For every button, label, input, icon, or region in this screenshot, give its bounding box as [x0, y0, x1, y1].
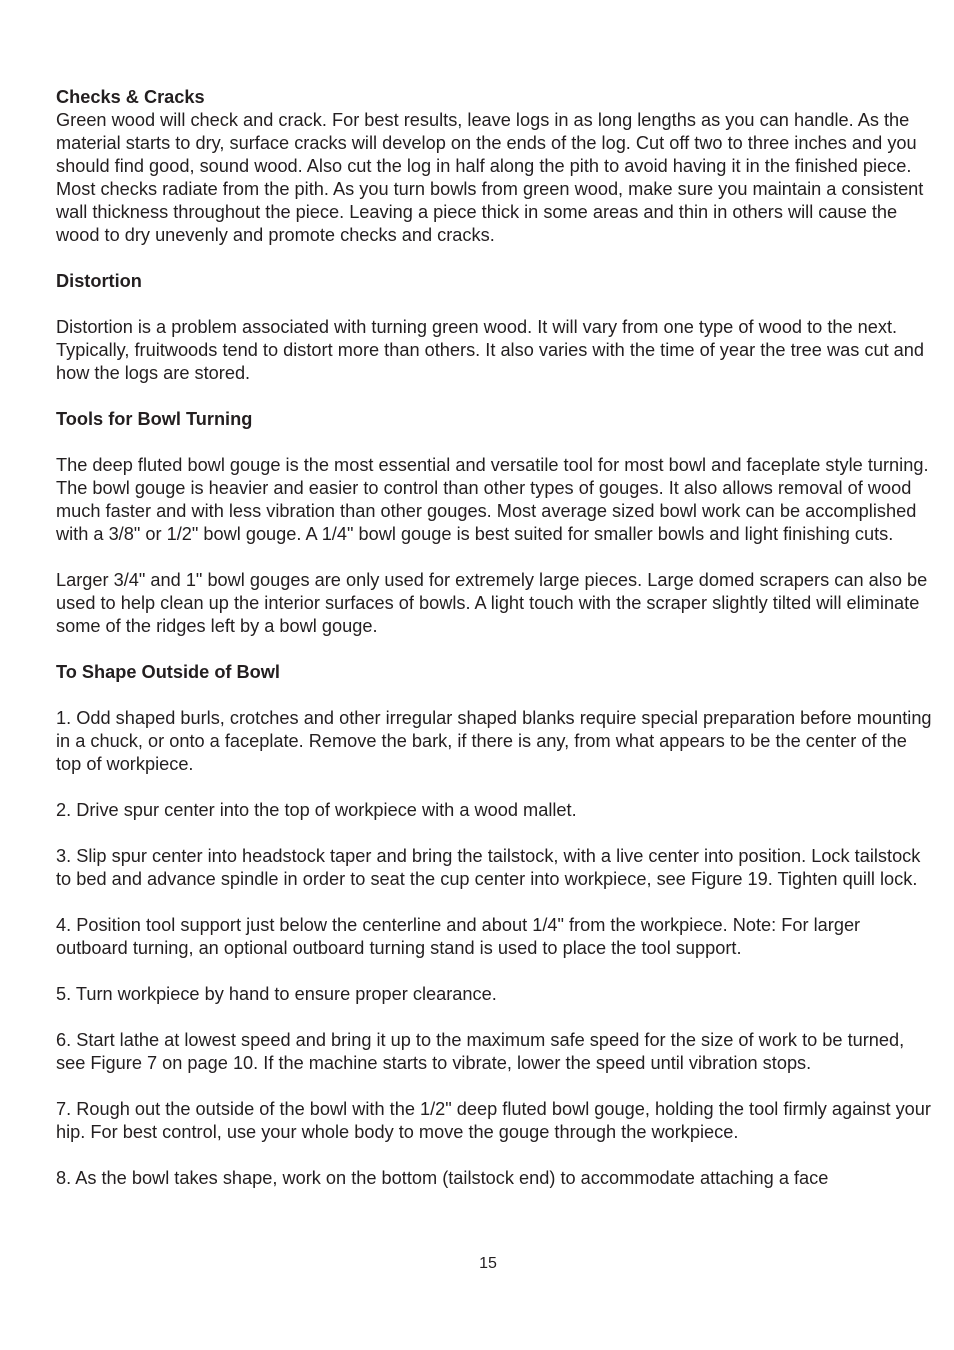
- section-heading-distortion: Distortion: [56, 271, 142, 291]
- paragraph-tools-1: The deep fluted bowl gouge is the most essential and versatile tool for most bowl and faceplate style turning. The bowl gouge is heavier and easier to control than other types of gouges. It also allows removal of wood much faster and with less vibration than other gouges. Most average sized bowl work can be accomplished with a 3/8" or 1/2" bowl gouge. A 1/4" bowl gouge is best suited for smaller bowls and light finishing cuts.: [56, 455, 929, 544]
- step-4: 4. Position tool support just below the centerline and about 1/4" from the workpiece. Note: For larger outboard turning, an optional outboard turning stand is used to place the tool support.: [56, 915, 861, 958]
- paragraph-tools-2: Larger 3/4" and 1" bowl gouges are only used for extremely large pieces. Large domed scrapers can also be used to help clean up the interior surfaces of bowls. A light touch with the scraper slightly tilted will eliminate some of the ridges left by a bowl gouge.: [56, 570, 928, 636]
- paragraph-checks-cracks: Green wood will check and crack. For best results, leave logs in as long lengths as you can handle. As the material starts to dry, surface cracks will develop on the ends of the log. Cut off two to three inches and you should find good, sound wood. Also cut the log in half along the pith to avoid having it in the finished piece. Most checks radiate from the pith. As you turn bowls from green wood, make sure you maintain a consistent wall thickness throughout the piece. Leaving a piece thick in some areas and thin in others will cause the wood to dry unevenly and promote checks and cracks.: [56, 110, 924, 245]
- step-6: 6. Start lathe at lowest speed and bring it up to the maximum safe speed for the size of work to be turned, see Figure 7 on page 10. If the machine starts to vibrate, lower the speed until vibration stops.: [56, 1030, 905, 1073]
- manual-page-content: [56, 86, 936, 1190]
- page-number: 15: [479, 1255, 497, 1272]
- section-heading-checks-cracks: Checks & Cracks: [56, 87, 205, 107]
- step-7: 7. Rough out the outside of the bowl with the 1/2" deep fluted bowl gouge, holding the tool firmly against your hip. For best control, use your whole body to move the gouge through the workpiece.: [56, 1099, 931, 1142]
- step-1: 1. Odd shaped burls, crotches and other irregular shaped blanks require special preparation before mounting in a chuck, or onto a faceplate. Remove the bark, if there is any, from what appears to be the center of the top of workpiece.: [56, 708, 932, 774]
- step-3: 3. Slip spur center into headstock taper and bring the tailstock, with a live center into position. Lock tailstock to bed and advance spindle in order to seat the cup center into workpiece, see Figure 19. Tighten quill lock.: [56, 846, 921, 889]
- step-8: 8. As the bowl takes shape, work on the bottom (tailstock end) to accommodate attaching a face: [56, 1168, 829, 1188]
- paragraph-distortion: Distortion is a problem associated with turning green wood. It will vary from one type of wood to the next. Typically, fruitwoods tend to distort more than others. It also varies with the time of year the tree was cut and how the logs are stored.: [56, 317, 925, 383]
- step-2: 2. Drive spur center into the top of workpiece with a wood mallet.: [56, 800, 577, 820]
- step-5: 5. Turn workpiece by hand to ensure proper clearance.: [56, 984, 497, 1004]
- section-heading-tools: Tools for Bowl Turning: [56, 409, 253, 429]
- section-heading-shape-outside: To Shape Outside of Bowl: [56, 662, 280, 682]
